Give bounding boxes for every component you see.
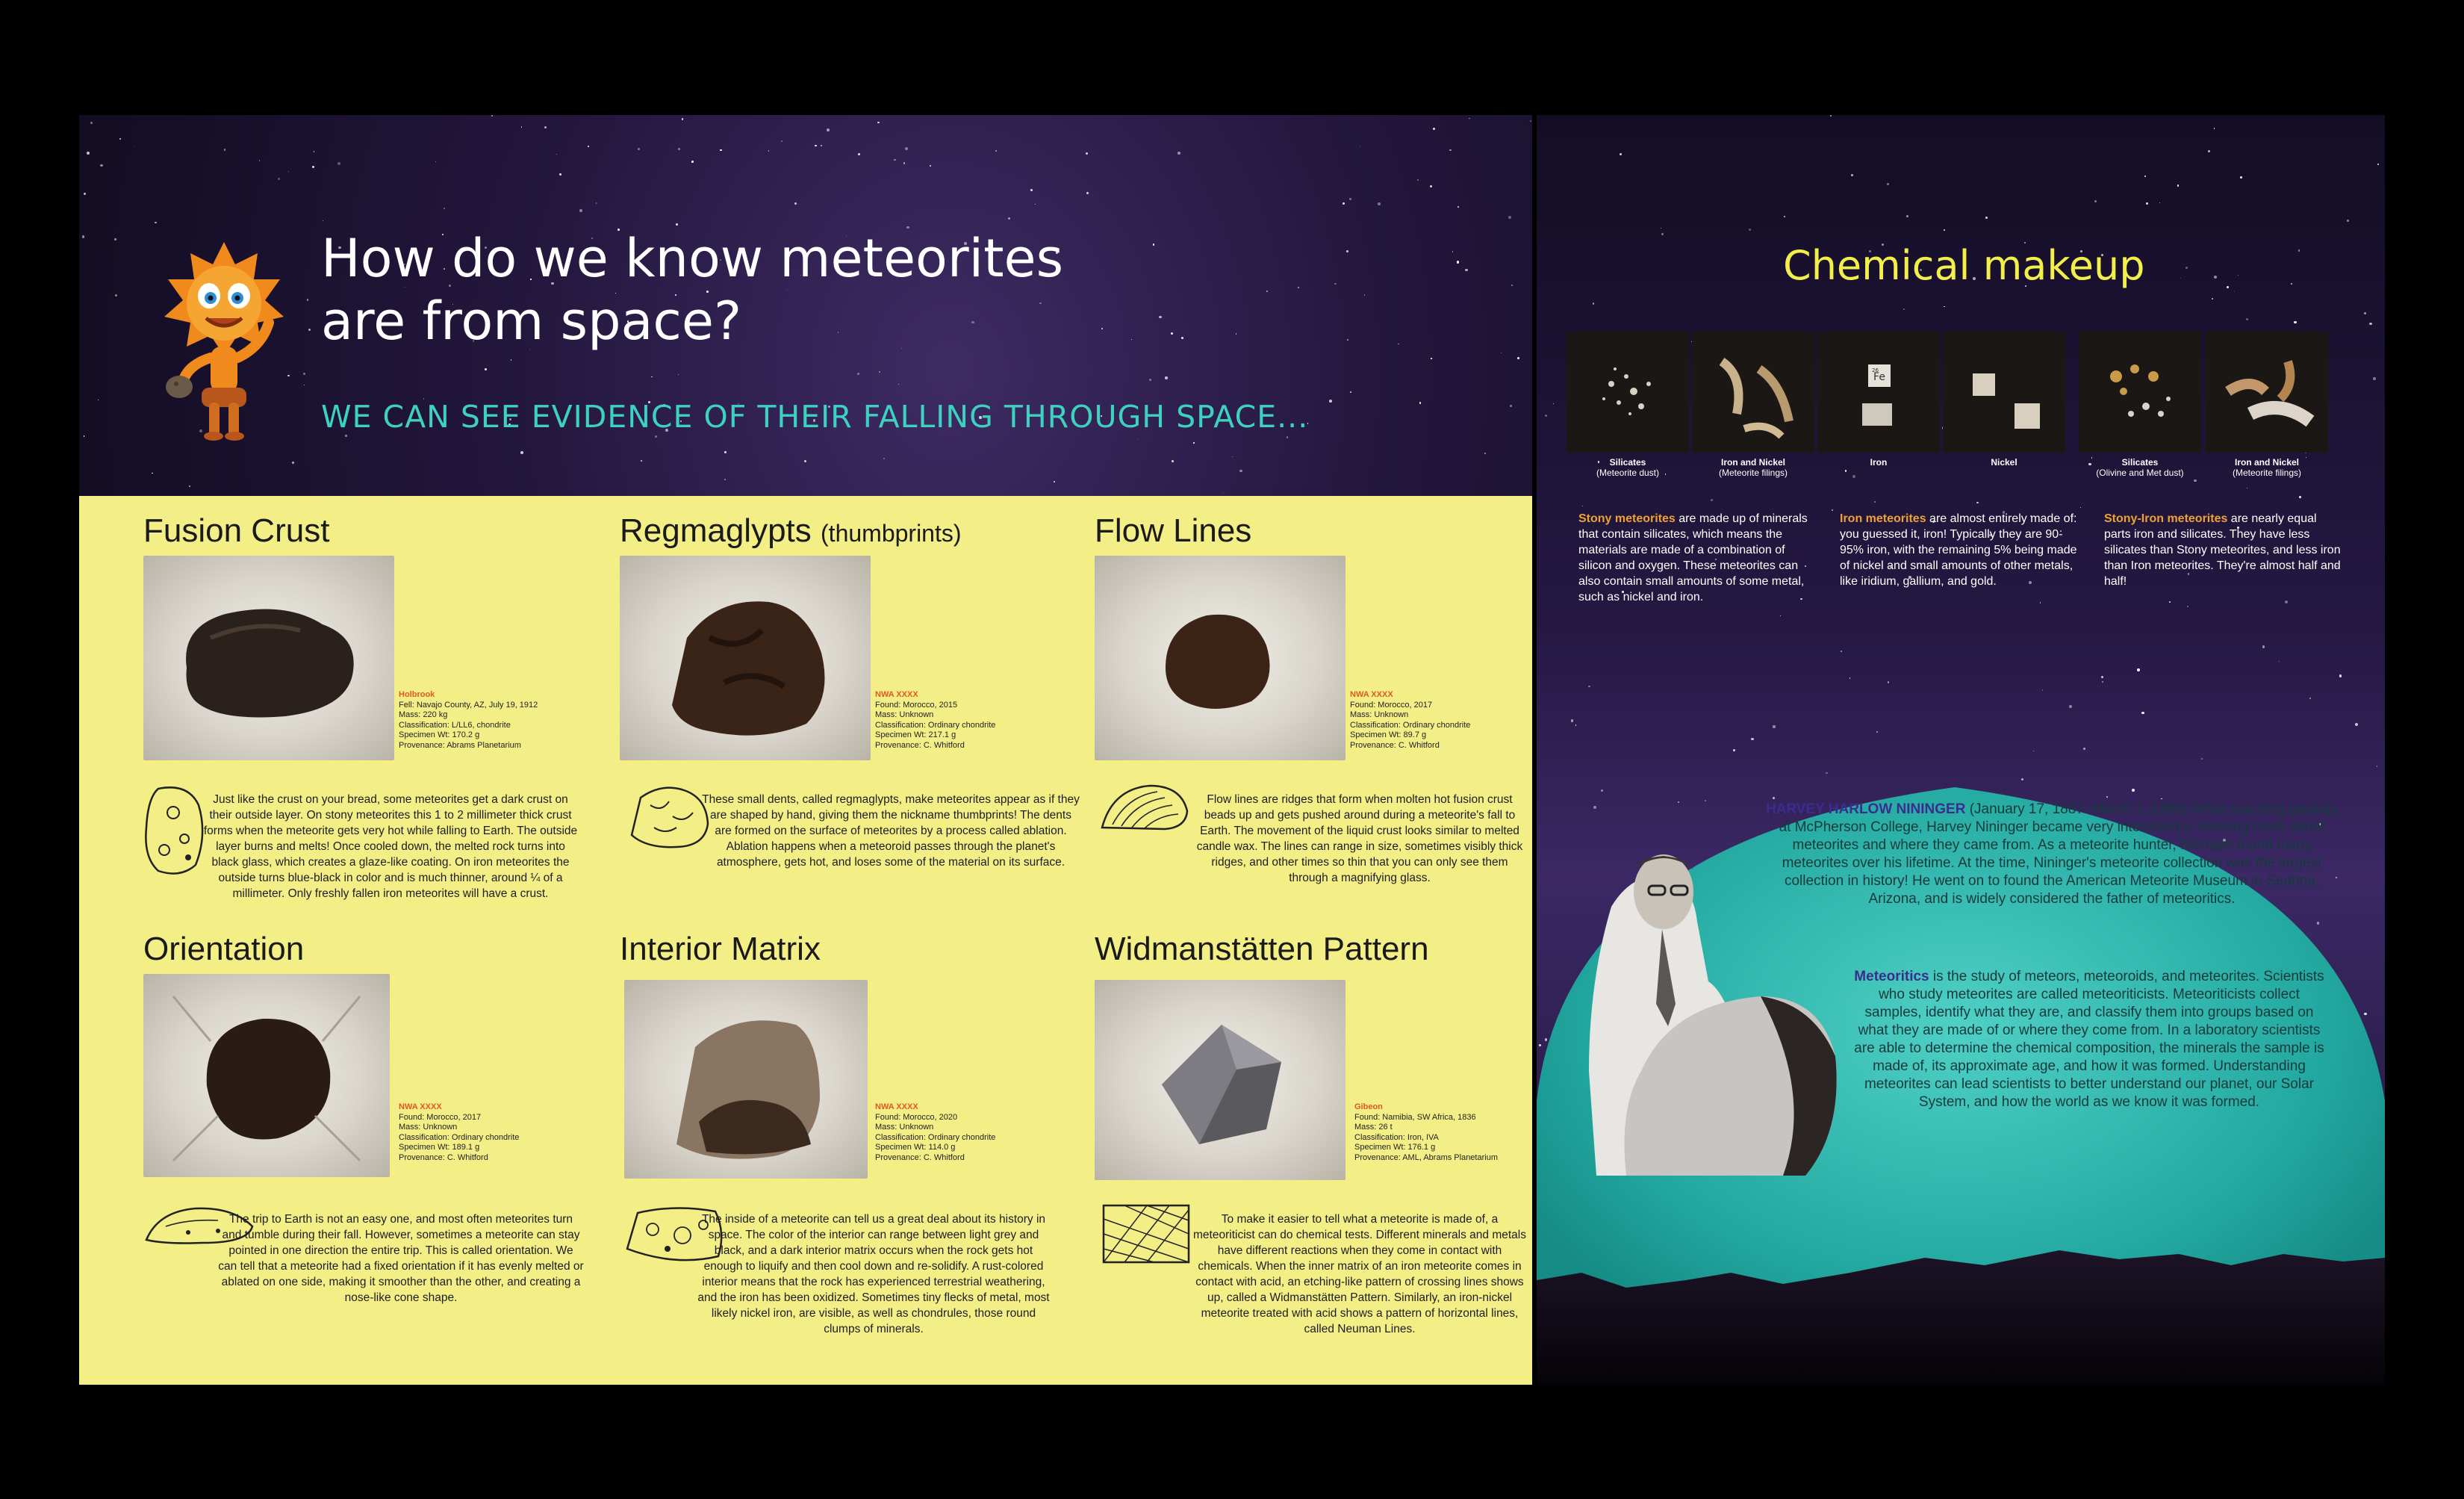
left-panel — [79, 115, 1532, 1385]
star — [100, 164, 102, 167]
star — [556, 154, 557, 155]
star — [678, 148, 680, 150]
star — [2177, 184, 2180, 187]
specimen-name: Holbrook — [399, 690, 435, 699]
specimen-line: Mass: 220 kg — [399, 710, 448, 719]
star — [2291, 283, 2293, 285]
star — [2279, 661, 2280, 662]
meteorite-photo — [1095, 556, 1345, 760]
star — [292, 462, 294, 464]
star — [2159, 202, 2160, 203]
star — [877, 122, 879, 123]
specimen-line: Specimen Wt: 176.1 g — [1354, 1143, 1436, 1152]
star — [720, 149, 722, 152]
star — [2146, 202, 2147, 204]
star — [2042, 689, 2043, 690]
star — [1457, 206, 1459, 208]
specimen-name: Gibeon — [1354, 1102, 1383, 1111]
star — [2194, 480, 2196, 482]
star — [1751, 738, 1753, 740]
star — [1851, 174, 1853, 176]
star — [1419, 402, 1421, 403]
star — [444, 208, 445, 209]
specimen-line: Provenance: Abrams Planetarium — [399, 740, 521, 750]
star — [724, 451, 727, 453]
star — [278, 178, 280, 180]
star — [224, 149, 226, 151]
specimen-line: Found: Morocco, 2017 — [399, 1112, 482, 1122]
specimen-line: Specimen Wt: 89.7 g — [1350, 730, 1427, 739]
specimen-name: NWA XXXX — [875, 690, 918, 699]
card-interior-matrix — [620, 931, 1083, 1364]
meteorite-photo — [624, 980, 868, 1179]
star — [1887, 183, 1889, 185]
star — [521, 126, 523, 128]
star — [1571, 719, 1573, 721]
star — [1236, 333, 1237, 335]
star — [1350, 391, 1351, 393]
star — [641, 460, 642, 462]
star — [1469, 118, 1470, 120]
star — [2101, 676, 2103, 678]
star — [1510, 405, 1512, 407]
star — [485, 368, 487, 370]
star — [1223, 493, 1224, 494]
meteorite-photo — [143, 556, 394, 760]
star — [1449, 149, 1452, 152]
star — [1172, 460, 1174, 462]
star — [2247, 488, 2248, 489]
card-title: Widmanstätten Pattern — [1095, 931, 1429, 967]
thumb-silicates-olivine — [2079, 332, 2201, 453]
star — [794, 202, 797, 205]
specimen-info — [399, 690, 600, 751]
star — [2137, 668, 2140, 671]
star — [1378, 202, 1381, 205]
star — [682, 118, 683, 120]
star — [995, 150, 997, 152]
bio-name: HARVEY HARLOW NININGER — [1766, 801, 1966, 817]
specimen-name: NWA XXXX — [1350, 690, 1393, 699]
star — [768, 150, 770, 152]
star — [84, 193, 86, 195]
card-description-text: To make it easier to tell what a meteorite is made of, a meteoriticist can do chemical tests. Different minerals and metals have different reactions when they come in contact with chemicals. When the inner matrix of an iron meteorite comes in contact with acid, an etching-like pattern of crossing lines shows up, called a Widmanstätten Pattern. Similarly, an iron-nickel meteorite treated with acid shows a pattern of horizontal lines, called Neuman Lines. — [1193, 1213, 1526, 1335]
specimen-info — [1350, 690, 1532, 751]
specimen-info — [875, 1102, 1077, 1163]
star — [1452, 251, 1454, 252]
star — [2180, 278, 2181, 279]
star — [2369, 323, 2372, 326]
specimen-line: Mass: 26 t — [1354, 1123, 1393, 1132]
star — [638, 148, 640, 150]
star — [435, 161, 436, 162]
specimen-line: Classification: Iron, IVA — [1354, 1132, 1439, 1142]
specimen-line: Mass: Unknown — [875, 1123, 934, 1132]
star — [1661, 233, 1664, 235]
star — [1329, 400, 1332, 403]
specimen-line: Fell: Navajo County, AZ, July 19, 1912 — [399, 700, 538, 710]
star — [1784, 216, 1785, 217]
star — [2094, 200, 2097, 202]
star — [155, 222, 156, 223]
star — [337, 162, 340, 165]
star — [1343, 202, 1345, 205]
star — [544, 126, 547, 128]
star — [2246, 318, 2248, 320]
star — [2347, 220, 2349, 222]
star — [1177, 152, 1180, 155]
star — [1008, 217, 1010, 220]
star — [1845, 470, 1847, 472]
specimen-line: Specimen Wt: 217.1 g — [875, 730, 956, 739]
thumb-nickel — [1943, 332, 2065, 453]
star — [781, 140, 783, 142]
specimen-info — [1354, 1102, 1532, 1163]
star — [2238, 275, 2239, 276]
card-flow-lines — [1095, 512, 1532, 931]
specimen-line: Specimen Wt: 189.1 g — [399, 1143, 480, 1152]
specimen-line: Provenance: C. Whitford — [399, 1152, 488, 1162]
regmaglypts-sketch-icon — [624, 783, 712, 850]
star — [1287, 436, 1289, 438]
star — [804, 460, 806, 462]
star — [2240, 176, 2242, 179]
star — [1149, 379, 1151, 381]
star — [2144, 176, 2146, 177]
page-title — [321, 227, 1217, 353]
card-fusion-crust — [143, 512, 606, 931]
star — [119, 138, 121, 140]
iron-meteorites-text: Iron meteorites are almost entirely made of: you guessed it, iron! Typically they are 90-95% iron, with the remaining 5% being made of nickel and small amounts of other metals, like iridium, gallium, and gold. — [1840, 512, 2077, 588]
star — [905, 147, 908, 150]
star — [1165, 376, 1168, 379]
specimen-line: Provenance: C. Whitford — [875, 1152, 965, 1162]
star — [2208, 150, 2210, 152]
star — [676, 223, 678, 226]
title-line-1: How do we know meteorites — [321, 228, 1064, 289]
meteoritics-term: Meteoritics — [1854, 969, 1929, 984]
specimen-line: Classification: L/LL6, chondrite — [399, 720, 511, 730]
star — [1733, 749, 1735, 751]
star — [883, 458, 885, 459]
star — [1511, 285, 1513, 286]
stony-iron-meteorites-text: Stony-Iron meteorites are nearly equal parts iron and silicates. They have less silicates than Stony meteorites, and less iron than Iron meteorites. They're almost half and half! — [2104, 512, 2341, 588]
card-title: Flow Lines — [1095, 512, 1252, 549]
specimen-info — [875, 690, 1077, 751]
thumb-iron-nickel-filings-2 — [2206, 332, 2328, 453]
star — [82, 235, 85, 238]
specimen-line: Classification: Ordinary chondrite — [875, 720, 996, 730]
thumb-iron — [1817, 332, 1940, 453]
star — [2033, 751, 2035, 752]
star — [1193, 442, 1195, 444]
star — [879, 371, 880, 373]
star — [678, 374, 679, 375]
specimen-line: Provenance: AML, Abrams Planetarium — [1354, 1152, 1498, 1162]
star — [308, 329, 311, 331]
specimen-line: Classification: Ordinary chondrite — [1350, 720, 1471, 730]
star — [1517, 357, 1519, 359]
star — [2141, 712, 2144, 714]
star — [821, 145, 822, 146]
card-title: Interior Matrix — [620, 931, 821, 967]
star — [2212, 298, 2213, 300]
meteorite-photo — [1095, 980, 1345, 1180]
star — [2169, 601, 2171, 603]
specimen-line: Provenance: C. Whitford — [1350, 740, 1440, 750]
star — [1054, 481, 1055, 482]
star — [858, 153, 860, 155]
element-number: 26 — [1872, 367, 1879, 373]
star — [134, 146, 135, 148]
specimen-line: Found: Morocco, 2017 — [1350, 700, 1433, 710]
page-subtitle: WE CAN SEE EVIDENCE OF THEIR FALLING THROUGH SPACE... — [321, 399, 1309, 435]
meteorite-photo — [620, 556, 871, 760]
star — [930, 165, 931, 167]
star — [1553, 403, 1554, 404]
star — [2227, 286, 2229, 288]
star — [345, 435, 347, 437]
star — [1433, 128, 1435, 130]
star — [1346, 250, 1348, 252]
star — [2080, 507, 2081, 508]
star — [898, 384, 899, 385]
star — [1398, 344, 1399, 345]
star — [579, 209, 582, 212]
star — [1780, 615, 1781, 616]
star — [2262, 645, 2265, 648]
star — [1417, 179, 1419, 181]
star — [1484, 453, 1486, 454]
star — [2234, 291, 2235, 292]
star — [1545, 415, 1547, 417]
star — [491, 115, 493, 117]
star — [90, 122, 93, 124]
star — [1985, 217, 1988, 219]
star — [312, 166, 314, 168]
star — [1773, 725, 1775, 727]
star — [1852, 475, 1855, 478]
star — [114, 238, 116, 240]
star — [115, 294, 117, 297]
star — [1841, 651, 1842, 652]
card-regmaglypts — [620, 512, 1083, 931]
star — [2285, 600, 2288, 603]
star — [1575, 724, 1577, 726]
star — [1620, 153, 1622, 155]
title-line-2: are from space? — [321, 291, 742, 352]
bio-dates: (January 17, 1887–March 1, 1986) — [1965, 801, 2188, 817]
star — [2187, 606, 2188, 607]
star — [651, 376, 653, 378]
star — [1906, 215, 1908, 217]
star — [2373, 377, 2376, 380]
thumb-label: Iron and Nickel (Meteorite filings) — [2232, 457, 2302, 478]
star — [1232, 456, 1233, 457]
specimen-line: Mass: Unknown — [399, 1123, 458, 1132]
specimen-line: Found: Namibia, SW Africa, 1836 — [1354, 1112, 1476, 1122]
star — [1349, 198, 1351, 200]
star — [1903, 308, 1905, 310]
specimen-line: Specimen Wt: 114.0 g — [875, 1143, 956, 1152]
star — [1849, 677, 1850, 678]
bio-text: While teaching geology at McPherson College, Harvey Nininger became very interested in learning more about meteorites and where they came from. As a meteorite hunter, Nininger found many meteorites over his lifetime. At the time, Nininger's meteorite collection was the largest collection in history! He went on to found the American Meteorite Museum in Sedona, Arizona, and is widely considered the father of meteoritics. — [1779, 801, 2338, 907]
star — [2102, 681, 2103, 683]
star — [2040, 602, 2041, 603]
evidence-section — [79, 496, 1532, 1385]
specimen-line: Specimen Wt: 170.2 g — [399, 730, 480, 739]
mascot-illustration — [157, 235, 291, 444]
star — [1465, 269, 1468, 272]
thumb-label: Silicates (Meteorite dust) — [1596, 457, 1660, 478]
star — [2355, 723, 2358, 726]
fusion-crust-sketch-icon — [143, 783, 208, 878]
star — [1239, 470, 1242, 473]
star — [1876, 731, 1878, 733]
star — [588, 146, 589, 147]
star — [1035, 204, 1036, 205]
star — [1431, 358, 1432, 359]
thumb-label: Nickel — [1991, 457, 2017, 468]
star — [1138, 439, 1139, 440]
specimen-line: Found: Morocco, 2020 — [875, 1112, 958, 1122]
card-orientation — [143, 931, 606, 1364]
star — [2309, 698, 2311, 699]
right-panel — [1537, 115, 2385, 1385]
star — [691, 161, 694, 163]
star — [2185, 267, 2188, 269]
star — [1086, 192, 1089, 194]
star — [559, 173, 561, 176]
star — [2069, 705, 2072, 708]
specimen-name: NWA XXXX — [399, 1102, 442, 1111]
stony-meteorites-text: Stony meteorites are made up of minerals that contain silicates, which means the materials are made of a combination of silicon and oxygen. These meteorites can also contain small amounts of some metal, such as nickel and iron. — [1578, 512, 1808, 603]
element-symbol: Fe — [1873, 371, 1885, 383]
star — [307, 299, 308, 300]
star — [2339, 674, 2342, 677]
star — [1298, 287, 1299, 288]
specimen-line: Provenance: C. Whitford — [875, 740, 965, 750]
star — [655, 435, 657, 438]
star — [1030, 189, 1033, 191]
star — [1508, 216, 1511, 219]
star — [1830, 115, 1832, 117]
star — [1457, 261, 1460, 264]
star — [1530, 120, 1531, 122]
star — [1364, 294, 1366, 296]
star — [152, 473, 153, 474]
card-description — [1095, 792, 1528, 886]
star — [2214, 276, 2217, 279]
meteoritics-text: is the study of meteors, meteoroids, and meteorites. Scientists who study meteorites are called meteoriticists. Meteoriticists collect samples, identify what they are, and classify them into groups based on what they are made of or where they come from. In a laboratory scientists are able to determine the chemical composition, the minerals the sample is made of, its approximate age, and how it was formed. Understanding meteorites can lead scientists to better understand our planet, our Solar System, and how the world as we know it was formed. — [1854, 969, 2324, 1110]
specimen-line: Mass: Unknown — [875, 710, 934, 719]
star — [288, 171, 289, 172]
star — [1347, 339, 1348, 341]
specimen-line: Mass: Unknown — [1350, 710, 1409, 719]
meteorite-photo — [143, 974, 390, 1177]
thumb-iron-nickel-filings — [1692, 332, 1814, 453]
chemical-makeup-title: Chemical makeup — [1783, 242, 2145, 289]
star — [520, 451, 523, 454]
thumb-label: Iron and Nickel (Meteorite filings) — [1718, 457, 1788, 478]
card-description-text: Flow lines are ridges that form when molten hot fusion crust beads up and gets pushed around during a meteorite's fall to Earth. The movement of the liquid crust looks similar to melted candle wax. The lines can range in size, sometimes visibly thick ridges, and other times so thin that you can only see them through a magnifying glass. — [1196, 793, 1523, 884]
star — [1711, 499, 1713, 501]
star — [2377, 164, 2379, 165]
card-description-text: The trip to Earth is not an easy one, and most often meteorites turn and tumble during their fall. However, sometimes a meteorite can stay pointed in one direction the entire trip. This is called orientation. We can tell that a meteorite had a fixed orientation if it has evenly melted or ablated on one side, making it smoother than the other, and creating a nose-like cone shape. — [218, 1213, 584, 1304]
star — [827, 128, 830, 131]
card-title: Orientation — [143, 931, 305, 967]
star — [2364, 312, 2366, 314]
star — [857, 373, 859, 374]
meteoritics-definition — [1850, 968, 2328, 1111]
star — [1593, 302, 1595, 305]
star — [724, 479, 725, 480]
star — [259, 160, 261, 161]
star — [87, 152, 90, 155]
star — [1588, 686, 1590, 687]
star — [1266, 291, 1268, 292]
star — [1430, 185, 1432, 187]
card-description: These small dents, called regmaglypts, make meteorites appear as if they are shaped by hand, giving them the nickname thumbprints! The dents are formed on the surface of meteorites by a process called ablation. Ablation happens when a meteoroid passes through the planet's atmosphere, gets hot, and loses some of the material on its surface. — [702, 793, 1080, 869]
thumb-silicates-dust — [1567, 332, 1689, 453]
card-title: Regmaglypts (thumbprints) — [620, 512, 962, 549]
thumb-label: Silicates (Olivine and Met dust) — [2096, 457, 2184, 478]
star — [2083, 748, 2085, 749]
star — [815, 145, 816, 146]
card-title: Fusion Crust — [143, 512, 330, 549]
card-description — [620, 1211, 1053, 1337]
card-widmanstatten-pattern — [1095, 931, 1532, 1364]
specimen-info — [399, 1102, 600, 1163]
star — [1874, 501, 1876, 503]
specimen-line: Found: Morocco, 2015 — [875, 700, 958, 710]
star — [894, 159, 895, 161]
card-description — [1095, 1211, 1528, 1337]
specimen-name: NWA XXXX — [875, 1102, 918, 1111]
star — [903, 162, 906, 164]
star — [1086, 152, 1088, 155]
star — [303, 373, 305, 375]
specimen-line: Classification: Ordinary chondrite — [399, 1132, 520, 1142]
star — [84, 435, 85, 437]
star — [189, 485, 190, 487]
star — [1832, 509, 1833, 511]
star — [1334, 283, 1336, 285]
star — [2298, 249, 2300, 252]
star — [2294, 321, 2296, 323]
thumb-label: Iron — [1870, 457, 1888, 468]
specimen-line: Classification: Ordinary chondrite — [875, 1132, 996, 1142]
star — [1888, 681, 1889, 683]
star — [596, 202, 597, 203]
card-description: Just like the crust on your bread, some meteorites get a dark crust on their outside layer. On stony meteorites this 1 to 2 millimeter thick crust forms when the meteorite gets very hot while falling to Earth. The outside layer burns and melts! Once cooled down, the melted rock turns into black glass, which creates a glaze-like coating. On iron meteorites the outside turns blue-black in color and is much thinner, around ¼ of a millimeter. Only freshly fallen iron meteorites will have a crust. — [203, 793, 578, 900]
star — [1749, 229, 1751, 231]
nininger-bio — [1761, 801, 2343, 908]
star — [1944, 229, 1945, 231]
star — [1976, 502, 1978, 503]
star — [2299, 496, 2301, 498]
card-description-text: The inside of a meteorite can tell us a great deal about its history in space. The color of the interior can range between light grey and black, and a dark interior matrix occurs when the rock gets hot enough to liquify and then cool down and re-solidify. A rust-colored interior means that the rock has experienced terrestrial weathering, and the iron has been oxidized. Sometimes tiny flecks of metal, most likely nickel iron, are visible, as well as chondrules, those round clumps of minerals. — [697, 1213, 1050, 1335]
card-description — [143, 1211, 584, 1306]
